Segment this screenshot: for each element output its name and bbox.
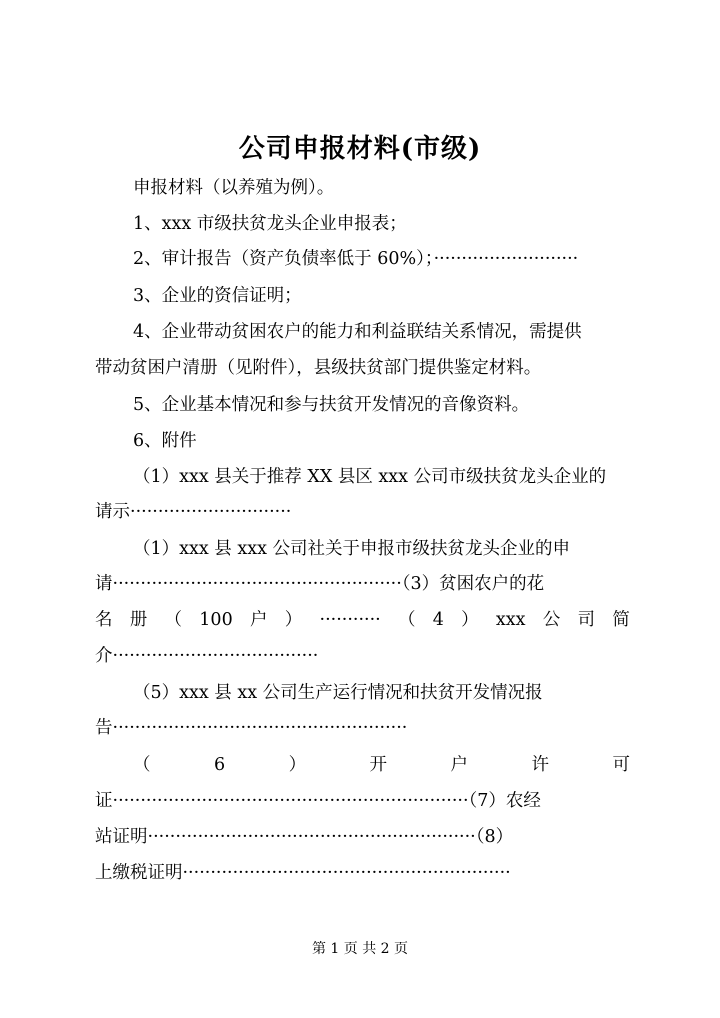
word: 户 (450, 755, 469, 775)
word: 简 (612, 610, 630, 630)
attachment-5-line-2: 告····················································· (95, 718, 408, 738)
attachment-1-line-1: （1）xxx 县关于推荐 XX 县区 xxx 公司市级扶贫龙头企业的 (133, 467, 607, 487)
paragraph-intro: 申报材料（以养殖为例）。 (133, 178, 335, 198)
document-title: 公司申报材料(市级) (238, 134, 482, 164)
word: 公 (542, 610, 561, 630)
word: （ (397, 610, 416, 630)
word: ） (461, 610, 479, 630)
attachment-6-line-2: 证································································（7）农经 (95, 791, 541, 811)
attachment-justified-line-1 (95, 605, 630, 635)
item-4-line-1: 4、企业带动贫困农户的能力和利益联结关系情况，需提供 (133, 322, 582, 342)
attachment-1-line-2: 请示····························· (95, 502, 292, 522)
attachment-2-line-2: 请····················································（3）贫困农户的花 (95, 574, 545, 594)
item-6: 6、附件 (133, 431, 197, 451)
word: （ (164, 610, 183, 630)
item-1: 1、xxx 市级扶贫龙头企业申报表； (133, 214, 407, 234)
word: 6 (213, 755, 226, 775)
word: 开 (369, 755, 388, 775)
word: 册 (129, 610, 148, 630)
word: ··········· (319, 610, 381, 630)
word: xxx (495, 610, 526, 630)
word: （ (133, 755, 151, 775)
attachment-8-line-2: 上缴税证明··························································· (95, 863, 511, 883)
word: 4 (432, 610, 444, 630)
page-footer: 第 1 页 共 2 页 (311, 941, 409, 957)
item-4-line-2: 带动贫困户清册（见附件），县级扶贫部门提供鉴定材料。 (95, 358, 542, 378)
word: 户 (249, 610, 268, 630)
item-5: 5、企业基本情况和参与扶贫开发情况的音像资料。 (133, 395, 530, 415)
attachment-7-line-2: 站证明···························································（8） (95, 827, 514, 847)
word: ） (288, 755, 307, 775)
word: ） (284, 610, 303, 630)
attachment-2-line-1: （1）xxx 县 xxx 公司社关于申报市级扶贫龙头企业的申 (133, 539, 571, 559)
attachment-5-line-1: （5）xxx 县 xx 公司生产运行情况和扶贫开发情况报 (133, 683, 543, 703)
word: 100 (199, 610, 233, 630)
word: 司 (577, 610, 596, 630)
item-2: 2、审计报告（资产负债率低于 60%）；·························· (133, 249, 579, 269)
word: 许 (531, 755, 549, 775)
word: 名 (95, 610, 113, 630)
word: 可 (612, 755, 630, 775)
attachment-justified-line-2 (133, 750, 630, 780)
item-3: 3、企业的资信证明； (133, 286, 302, 306)
attachment-4-line-2: 介····································· (95, 646, 319, 666)
